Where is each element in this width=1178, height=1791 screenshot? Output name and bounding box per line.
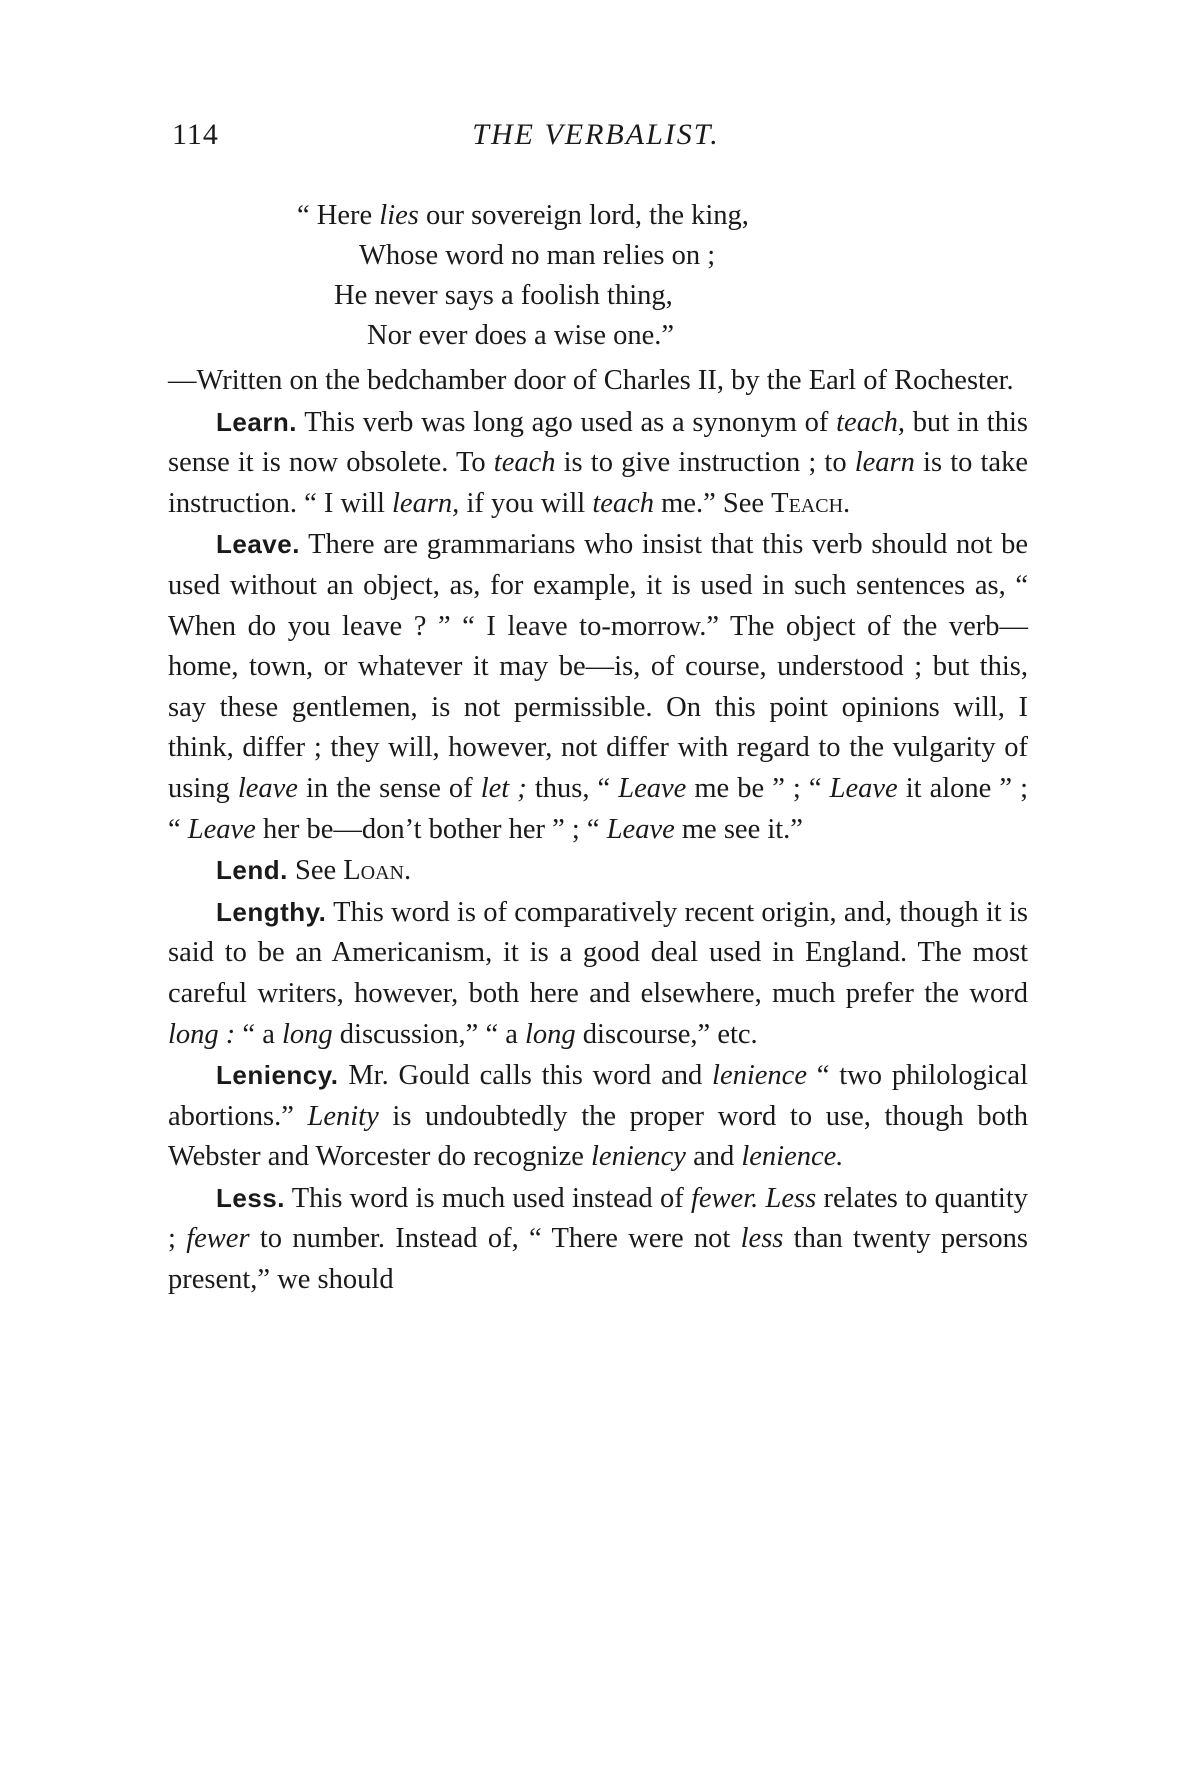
entry-leniency: Leniency. Mr. Gould calls this word and lenience “ two philological abortions.” Lenity is undoubtedly the proper word to use, though both Webster and Worcester do recognize leniency and lenience.	[168, 1060, 1029, 1173]
verse-line-4: Nor ever does a wise one.”	[367, 320, 675, 351]
entry-less: Less. This word is much used instead of fewer. Less relates to quantity ; fewer to number. Instead of, “ There were not less than twenty persons present,” we should	[168, 1182, 1028, 1296]
headword: Leniency.	[216, 1060, 339, 1091]
cross-reference: Teach.	[771, 487, 851, 519]
verse-attribution: —Written on the bedchamber door of Charles II, by the Earl of Rochester.	[168, 365, 1014, 396]
page-number: 114	[172, 118, 219, 151]
headword: Learn.	[216, 406, 298, 437]
epigram-verse	[297, 196, 937, 356]
headword: Lengthy.	[216, 896, 327, 927]
entry-leave: Leave. There are grammarians who insist that this verb should not be used without an object, as, for example, it is used in such sentences as, “ When do you leave ? ” “ I leave to-morrow.” The object of the verb—home, town, or whatever it may be—is, of course, understood ; but this, say these gentlemen, is not permissible. On this point opinions will, I think, differ ; they will, however, not differ with regard to the vulgarity of using leave in the sense of let ; thus, “ Leave me be ” ; “ Leave it alone ” ; “ Leave her be—don’t bother her ” ; “ Leave me see it.”	[168, 529, 1029, 845]
verse-line-3: He never says a foolish thing,	[334, 280, 673, 311]
running-title: THE VERBALIST.	[472, 118, 720, 151]
running-head	[168, 118, 1024, 158]
entry-lengthy: Lengthy. This word is of comparatively recent origin, and, though it is said to be an Americanism, it is a good deal used in England. The most careful writers, however, both here and elsewhere, much prefer the word long : “ a long discussion,” “ a long discourse,” etc.	[168, 896, 1028, 1050]
body-text	[168, 361, 1028, 1301]
verse-line-2: Whose word no man relies on ;	[359, 240, 716, 271]
entry-learn: Learn. This verb was long ago used as a synonym of teach, but in this sense it is now obsolete. To teach is to give instruction ; to learn is to take instruction. “ I will learn, if you will teach me.” See Teach.	[168, 406, 1028, 519]
cross-reference: Loan.	[343, 855, 412, 887]
verse-line-1: “ Here lies our sovereign lord, the king,	[297, 200, 749, 231]
headword: Less.	[216, 1182, 285, 1213]
headword: Lend.	[216, 855, 288, 886]
entry-lend: Lend. See Loan.	[216, 855, 412, 887]
headword: Leave.	[216, 529, 300, 560]
